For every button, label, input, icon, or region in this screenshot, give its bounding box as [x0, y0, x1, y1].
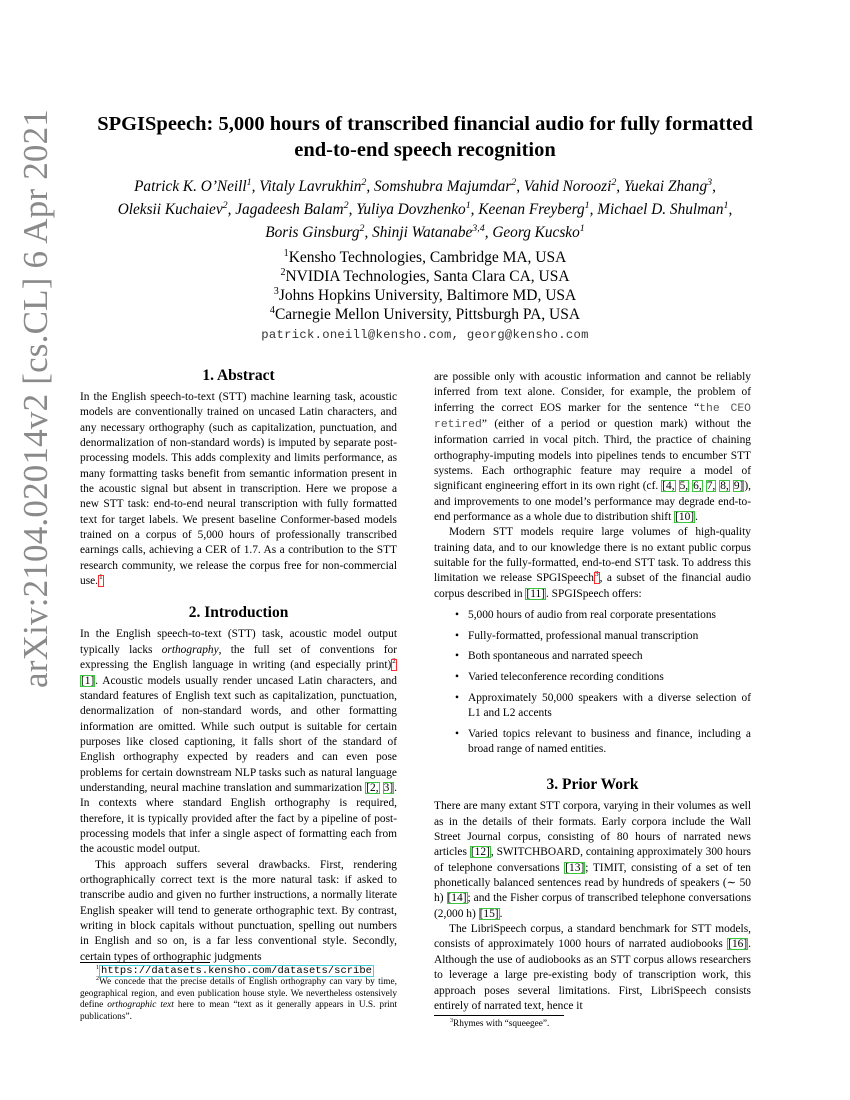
intro-paragraph-4: Modern STT models require large volumes of high-quality training data, and to our knowledge there is no extant public corpus suitable for the fully-formatted, end-to-end STT task. To address this limitation we release SPGISpeech$^3$, a subset of the financial audio corpus described in [11]. SPGISpeech offers:: [434, 526, 751, 600]
list-item: • Approximately 50,000 speakers with a diverse selection of L1 and L2 accents: [468, 691, 751, 722]
introduction-heading: 2. Introduction: [188, 604, 289, 622]
footnote-ref-2[interactable]: 2: [391, 659, 397, 671]
footnote-rule: [434, 1015, 564, 1016]
author-affiliation-mark: 1: [584, 199, 590, 211]
list-item: • Both spontaneous and narrated speech: [468, 649, 751, 664]
affiliation-4: $^4$Carnegie Mellon University, Pittsburgh PA, USA: [269, 304, 581, 323]
author-name: Shinji Watanabe: [372, 224, 473, 241]
citation-11[interactable]: [11]: [526, 587, 545, 600]
footnote-ref-3[interactable]: 3: [594, 572, 600, 584]
list-item: • Varied topics relevant to business and finance, including a broad range of named entities.: [468, 727, 751, 758]
intro-paragraph-3: are possible only with acoustic information and cannot be reliably inferred from text alone. Consider, for example, the problem of inferring the correct EOS marker for the sentence “the CEO retired” (either of a period or question mark) without the information carried in vocal pitch. Third, the practice of chaining orthography-imputing models into pipelines tends to encumber STT systems. Each orthographic feature may require a model of significant engineering effort in its own right (cf. [4, 5, 6, 7, 8, 9]), and improvements to one model’s performance may degrade end-to-end performance as a whole due to distribution shift [10].: [434, 371, 751, 524]
left-column: [80, 364, 397, 965]
author-name: Somshubra Majumdar: [374, 178, 512, 195]
author-name: Vitaly Lavrukhin: [259, 178, 362, 195]
author-name: Keenan Freyberg: [478, 201, 585, 218]
prior-work-heading: 3. Prior Work: [546, 776, 639, 794]
author-affiliation-mark: 3,4: [472, 222, 485, 234]
author-list: Patrick K. O’Neill$^1$, Vitaly Lavrukhin$^2$, Somshubra Majumdar$^2$, Vahid Noroozi$^2$, Yuekai Zhang$^3$, Oleksii Kuchaiev$^2$, Jagadeesh Balam$^2$, Yuliya Dovzhenko$^1$, Keenan Freyberg$^1$, Michael D. Shulman$^1$, Boris Ginsburg$^2$, Shinji Watanabe$^{3,4}$, Georg Kucsko$^1$: [117, 176, 733, 241]
author-affiliation-mark: 3: [707, 176, 713, 188]
author-name: Georg Kucsko: [492, 224, 580, 241]
citation-7[interactable]: 7,: [706, 480, 716, 493]
author-name: Vahid Noroozi: [523, 178, 612, 195]
prior-work-paragraph-1: There are many extant STT corpora, varying in their volumes as well as in the details of their formats. Early corpora include the Wall Street Journal corpus, consisting of 80 hours of narrated news articles [12], SWITCHBOARD, containing approximately 300 hours of telephone conversations [13]; TIMIT, consisting of a set of ten phonetically balanced sentences read by hundreds of speakers (∼ 50 h) [14]; and the Fisher corpus of transcribed telephone conversations (2,000 h) [15].: [434, 800, 751, 920]
footnote-ref-1[interactable]: 1: [98, 575, 104, 587]
citation-4[interactable]: [4,: [662, 480, 675, 493]
abstract-text: In the English speech-to-text (STT) machine learning task, acoustic models are conventionally trained on uncased Latin characters, and any necessary orthography (such as capitalization, punctuation, and denormalization of non-standard words) is imputed by separate post-processing models. This adds complexity and limits performance, as many formatting tasks benefit from semantic information present in the acoustic signal but absent in transcription. Here we propose a new STT task: end-to-end neural transcription with fully formatted text for target labels. We present baseline Conformer-based models trained on a corpus of 5,000 hours of professionally transcribed earnings calls, achieving a CER of 1.7. As a contribution to the STT research community, we release the corpus free for non-commercial use.$^1$: [80, 391, 397, 588]
right-column: [434, 370, 751, 1014]
author-affiliation-mark: 1: [579, 222, 585, 234]
author-affiliation-mark: 1: [246, 176, 252, 188]
citation-5[interactable]: 5,: [679, 480, 689, 493]
citation-14[interactable]: [14]: [447, 892, 467, 905]
author-affiliation-mark: 2: [361, 176, 367, 188]
affiliation-2: $^2$NVIDIA Technologies, Santa Clara CA, USA: [280, 266, 570, 285]
left-footnotes: [80, 962, 397, 1023]
author-name: Oleksii Kuchaiev: [117, 201, 223, 218]
author-affiliation-mark: 1: [723, 199, 729, 211]
author-name: Patrick K. O’Neill: [134, 178, 247, 195]
citation-10[interactable]: [10]: [675, 511, 695, 524]
author-affiliation-mark: 2: [359, 222, 365, 234]
citation-3[interactable]: 3]: [383, 781, 394, 794]
list-item: • 5,000 hours of audio from real corporate presentations: [468, 608, 751, 623]
author-name: Yuliya Dovzhenko: [356, 201, 466, 218]
author-affiliation-mark: 2: [222, 199, 228, 211]
footnote-3: $^3$Rhymes with “squeegee”.: [450, 1017, 550, 1029]
citation-1[interactable]: [1]: [81, 674, 95, 687]
author-affiliation-mark: 2: [343, 199, 349, 211]
arxiv-identifier-stamp: arXiv:2104.02014v2 [cs.CL] 6 Apr 2021: [16, 108, 55, 688]
footnote-1: $^1$ https://datasets.kensho.com/datasets/scribe: [96, 964, 372, 977]
affiliation-list: [0, 248, 850, 345]
author-affiliation-mark: 1: [465, 199, 471, 211]
contact-email[interactable]: patrick.oneill@kensho.com, georg@kensho.com: [261, 328, 589, 342]
title-line-2: end-to-end speech recognition: [294, 139, 556, 161]
intro-paragraph-2: This approach suffers several drawbacks. First, rendering orthographically correct text is the more natural task: if asked to transcribe audio and given no further instructions, a normally literate English speaker will tend to generate orthographic text. By contrast, writing in block capitals without punctuation, spelling out numbers in English and so on, is a far less conventional style. Secondly, certain types of orthographic judgments: [80, 858, 397, 963]
abstract-heading: 1. Abstract: [202, 367, 275, 384]
citation-12[interactable]: [12]: [470, 846, 490, 859]
footnote-rule: [80, 962, 210, 963]
citation-2[interactable]: [2,: [366, 781, 379, 794]
title-line-1: SPGISpeech: 5,000 hours of transcribed financial audio for fully formatted: [97, 113, 753, 135]
citation-13[interactable]: [13]: [565, 861, 585, 874]
author-name: Boris Ginsburg: [265, 224, 360, 241]
intro-paragraph-1: In the English speech-to-text (STT) task, acoustic model output typically lacks orthography, the full set of conventions for expressing the English language in writing (and especially print)$^2$ [1]. Acoustic models usually render uncased Latin characters, and standard features of English text such as capitalization, punctuation, denormalization of non-standard words, and other formatting information are omitted. While such output is suitable for certain purposes like closed captioning, it falls short of the standard of English orthography expected by readers and can even pose problems for certain downstream NLP tasks such as natural language understanding, neural machine translation and summarization [2, 3]. In contexts where standard English orthography is required, therefore, it is typically provided after the fact by a pipeline of post-processing models that infer a single aspect of formatting each from the acoustic model output.: [80, 628, 397, 856]
author-name: Jagadeesh Balam: [235, 201, 344, 218]
dataset-url-link[interactable]: https://datasets.kensho.com/datasets/scribe: [101, 965, 372, 977]
author-affiliation-mark: 2: [611, 176, 617, 188]
list-item: • Fully-formatted, professional manual transcription: [468, 629, 751, 644]
citation-6[interactable]: 6,: [693, 480, 702, 493]
author-affiliation-mark: 2: [511, 176, 517, 188]
corpus-features-list: [434, 608, 751, 757]
citation-15[interactable]: [15]: [479, 907, 499, 920]
list-item: • Varied teleconference recording conditions: [468, 670, 751, 685]
citation-8[interactable]: 8,: [720, 480, 729, 493]
paper-title: [0, 111, 850, 163]
citation-9[interactable]: 9]: [733, 480, 744, 493]
prior-work-paragraph-2: The LibriSpeech corpus, a standard benchmark for STT models, consists of approximately 1000 hours of narrated audiobooks [16]. Although the use of audiobooks as an STT corpus allows researchers to leverage a large pre-existing body of transcription work, this approach poses several limitations. First, LibriSpeech consists entirely of narrated text, hence it: [434, 923, 751, 1012]
citation-16[interactable]: [16]: [728, 938, 748, 951]
author-name: Yuekai Zhang: [623, 178, 708, 195]
affiliation-3: $^3$Johns Hopkins University, Baltimore MD, USA: [273, 285, 577, 304]
author-name: Michael D. Shulman: [597, 201, 724, 218]
right-footnotes: [434, 1015, 751, 1030]
footnote-2: $^2$We concede that the precise details of English orthography can vary by time, geographical region, and even publication house style. We nevertheless ostensively define orthographic text here to mean “text as it generally appears in U.S. print publications”.: [80, 976, 397, 1022]
affiliation-1: $^1$Kensho Technologies, Cambridge MA, USA: [283, 247, 567, 266]
